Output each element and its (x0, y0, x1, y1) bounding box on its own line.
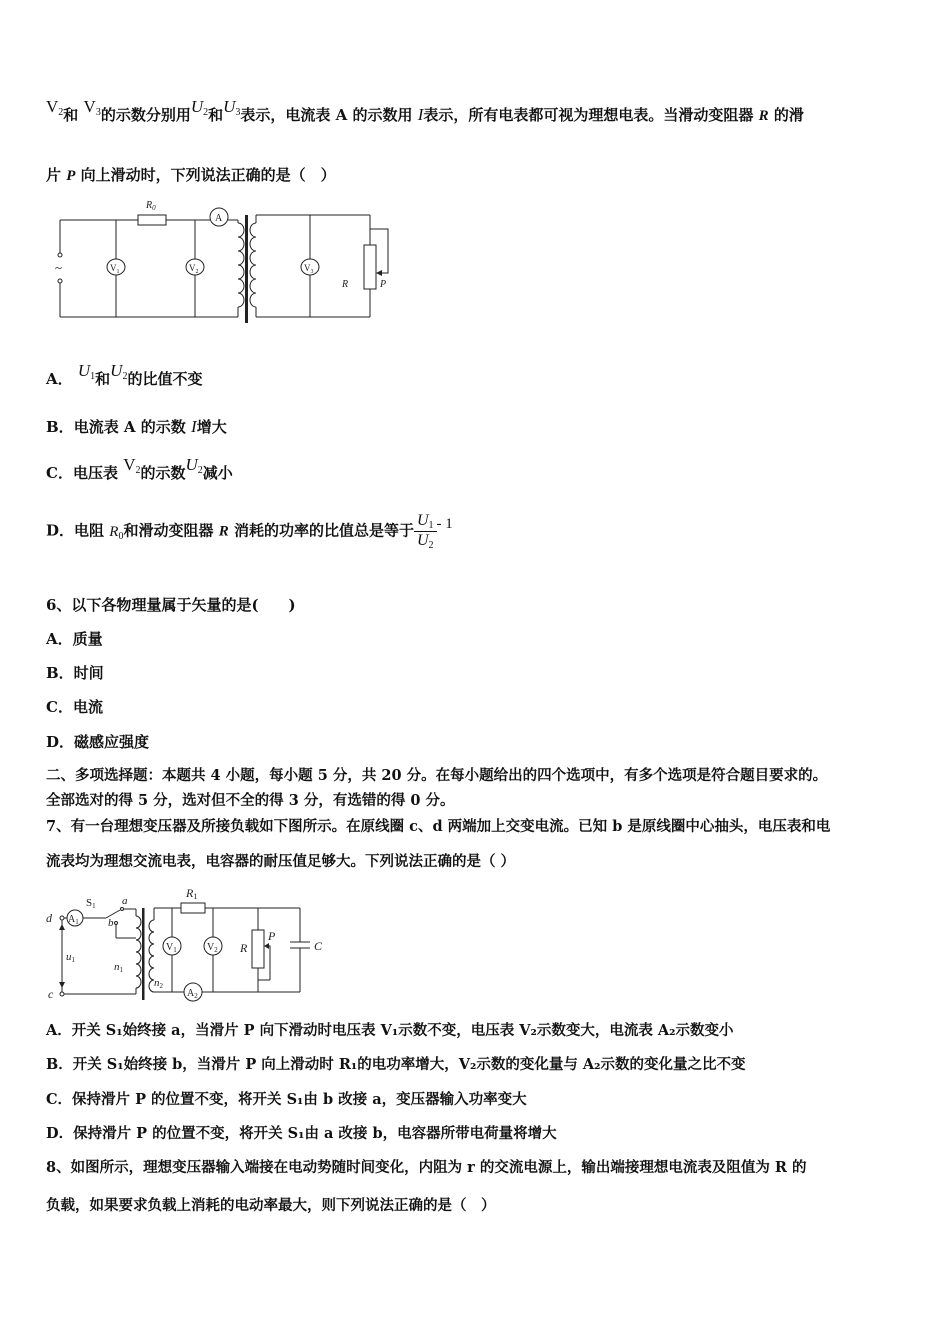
section2-line2: 全部选对的得 5 分，选对但不全的得 3 分，有选错的得 0 分。 (46, 792, 455, 809)
circuit-figure-2-svg (40, 880, 340, 1005)
transformer-core (245, 215, 248, 323)
q6-option-b[interactable]: B．时间 (46, 664, 104, 682)
label-A: A (215, 213, 223, 224)
q7-option-b[interactable]: B．开关 S₁始终接 b，当滑片 P 向上滑动时 R₁的电功率增大，V₂示数的变化量与 A₂示数的变化量之比不变 (46, 1056, 746, 1073)
q5-option-c[interactable]: C．电压表 $V_2$的示数$U_2$减小 (46, 455, 233, 482)
q5-option-d[interactable]: D．电阻 $R_0$和滑动变阻器 R 消耗的功率的比值总是等于 $\frac{U_1}{U_2}$ - 1 (46, 512, 453, 551)
symbol-I: I (417, 105, 424, 124)
q8-stem-line2: 负载，如果要求负载上消耗的电动率最大，则下列说法正确的是（ ） (46, 1197, 496, 1214)
label-n1: n1 (114, 961, 123, 974)
symbol-V2-c: $V_2$ (123, 455, 141, 476)
symbol-U2-b: $U_2$ (110, 361, 128, 382)
symbol-U2: $U_2$ (190, 97, 209, 118)
label-A2: $A_2$ (187, 988, 198, 1000)
label-V1-fig2: $V_1$ (166, 942, 177, 954)
circuit-figure-1 (40, 195, 400, 334)
label-P-fig2: P (268, 929, 276, 943)
label-n2: n2 (154, 977, 163, 990)
q6-option-d[interactable]: D．磁感应强度 (46, 733, 150, 751)
q6-option-a[interactable]: A．质量 (46, 630, 103, 648)
label-a: a (122, 895, 128, 907)
label-R-fig2: R (240, 941, 248, 955)
label-R1: R1 (186, 886, 198, 901)
section2-line1: 二、多项选择题：本题共 4 小题，每小题 5 分，共 20 分。在每小题给出的四个选项中，有多个选项是符合题目要求的。 (46, 767, 828, 784)
label-P: P (380, 279, 387, 290)
circuit-figure-2 (40, 880, 340, 1009)
q8-stem-line1: 8、如图所示，理想变压器输入端接在电动势随时间变化，内阻为 r 的交流电源上，输出端接理想电流表及阻值为 R 的 (46, 1159, 807, 1176)
q7-option-d[interactable]: D．保持滑片 P 的位置不变，将开关 S₁由 a 改接 b，电容器所带电荷量将增大 (46, 1125, 557, 1142)
q5-stem-line1: $V_2$和 $V_3$的示数分别用$U_2$和$U_3$表示，电流表 A 的示数用 I表示，所有电表都可视为理想电表。当滑动变阻器 R 的滑 (46, 97, 804, 124)
circuit-figure-1-svg (40, 195, 400, 330)
label-S1: S1 (86, 897, 96, 910)
label-V2-fig2: $V_2$ (207, 942, 218, 954)
symbol-R0: $R_0$ (109, 523, 124, 542)
q7-option-c[interactable]: C．保持滑片 P 的位置不变，将开关 S₁由 b 改接 a，变压器输入功率变大 (46, 1091, 527, 1108)
symbol-U1: $U_1$ (77, 361, 96, 382)
fraction-U1-over-U2: $\frac{U_1}{U_2}$ (414, 512, 437, 551)
symbol-U2-c: $U_2$ (185, 455, 203, 476)
symbol-V3: $V_3$ (83, 97, 101, 118)
q5-stem-line2: 片 P 向上滑动时，下列说法正确的是（ ） (46, 166, 336, 184)
symbol-V2: $V_2$ (46, 97, 64, 118)
label-V3: $V_3$ (304, 263, 314, 275)
label-R0: $R_0$ (146, 200, 156, 212)
label-R: R (342, 279, 349, 290)
q7-option-a[interactable]: A．开关 S₁始终接 a，当滑片 P 向下滑动时电压表 V₁示数不变，电压表 V₂示数变大，电流表 A₂示数变小 (46, 1022, 734, 1039)
q6-stem: 6、以下各物理量属于矢量的是( ) (46, 596, 296, 614)
ac-source-tilde: ~ (55, 260, 63, 275)
label-V1: $V_1$ (110, 263, 120, 275)
q5-option-a[interactable]: A． $U_1$和$U_2$的比值不变 (46, 361, 203, 388)
q5-option-b[interactable]: B．电流表 A 的示数 I增大 (46, 417, 227, 436)
symbol-U3: $U_3$ (223, 97, 241, 118)
transformer-core-2 (142, 908, 145, 1000)
label-b: b (108, 917, 114, 929)
label-A1: $A_1$ (68, 914, 79, 926)
label-d: d (46, 911, 52, 925)
label-u1: u1 (66, 951, 75, 964)
q7-stem-line2: 流表均为理想交流电表，电容器的耐压值足够大。下列说法正确的是（ ） (46, 853, 516, 870)
label-V2: $V_2$ (189, 263, 199, 275)
label-c: c (48, 987, 54, 1001)
label-C: C (314, 939, 323, 953)
q7-stem-line1: 7、有一台理想变压器及所接负载如下图所示。在原线圈 c、d 两端加上交变电流。已知 b 是原线圈中心抽头，电压表和电 (46, 818, 831, 835)
q6-option-c[interactable]: C．电流 (46, 698, 103, 716)
